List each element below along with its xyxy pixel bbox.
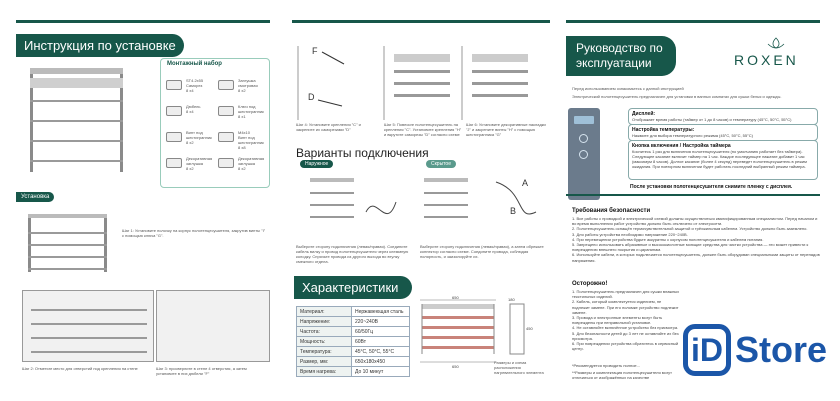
step3-text: Шаг 3: просверлите в стене 4 отверстия, а затем установите в них дюбели "F" bbox=[156, 366, 247, 376]
specs-table bbox=[296, 306, 410, 377]
safety-item: 6. Используйте кабели, в которых подключается полотенцесушитель, должен быть оборудован специальными защиты от перепадов напряжения. bbox=[572, 252, 820, 263]
kit-item: Ключ под шестигранник 8 х1 bbox=[238, 104, 264, 119]
istore-logo-box: iD bbox=[683, 324, 731, 376]
spec-row bbox=[297, 357, 410, 367]
spec-key: Время нагрева: bbox=[297, 367, 352, 377]
spec-row bbox=[297, 317, 410, 327]
safety-list bbox=[572, 216, 822, 263]
display-desc-heading: Настройка температуры: bbox=[632, 127, 695, 133]
spec-value: До 10 минут bbox=[352, 367, 410, 377]
spec-value: 45°C, 50°C, 55°C bbox=[352, 347, 410, 357]
lotus-logo-icon bbox=[756, 36, 796, 50]
svg-text:D: D bbox=[308, 92, 315, 102]
spec-value: Нержавеющая сталь bbox=[352, 307, 410, 317]
display-desc-text: Коснитесь 1 раз для включения полотенцесушителя (по умолчанию работает без таймера). Следующее касание включит таймер на 1 час. Каждое последующее нажатие добавит 1 час (максимум 8 часов). Долгое касание (более 4 секунд) переведет полотенцесушитель в режим ожидания. При повторном включении будет работать последний выбранный режим таймера. bbox=[632, 149, 807, 169]
display-desc-text: Отображает время работы (таймер от 1 до 8 часов) и температуру (45°C, 50°C, 55°C) bbox=[632, 117, 792, 122]
page3-title bbox=[566, 36, 676, 76]
install-tag: Установка bbox=[16, 192, 54, 202]
kit-item: Декоративная заглушка 8 х2 bbox=[186, 156, 213, 171]
footnote-1: *Рекомендуется проводить полное... bbox=[572, 363, 640, 368]
hidden-connection-text: Выберите сторону подключения (левая/правая), а затем обрежьте коннектор согласно схеме. Соедините провода, соблюдая полярность, и заизолируйте их. bbox=[420, 244, 544, 259]
page1-title: Инструкция по установке bbox=[16, 34, 184, 57]
safety-item: 1. Все работы с проводкой и электрической схемой должны осуществляться квалифицированным специалистом. Перед началом и во время выполнения работ устройство должно быть отключено от электросети. bbox=[572, 216, 818, 227]
outer-connection-text: Выберите сторону подключения (левая/правая). Соедините кабель вилку и провод полотенцесушителя через клеммную колодку. Спрячьте провода из другого выхода во втулку смежного отдела. bbox=[296, 244, 409, 264]
intro-1: Перед использованием ознакомьтесь с данной инструкцией bbox=[572, 86, 684, 91]
spec-value: 60Вт bbox=[352, 337, 410, 347]
intro-2: Электрический полотенцесушитель предназначен для установки в ванных комнатах для сушки белья и одежды. bbox=[572, 94, 782, 99]
variants-title: Варианты подключения bbox=[296, 146, 429, 160]
display-desc-item bbox=[628, 124, 818, 141]
kit-part-icon bbox=[218, 80, 234, 90]
spec-key: Температура: bbox=[297, 347, 352, 357]
safety-item: 5. Запрещено использовать абразивные и высококислотные моющие средства для чистки устройства — это может привести к повреждению внешнего покрытия и царапинам. bbox=[572, 242, 809, 253]
step1-illustration bbox=[24, 208, 114, 278]
towel-rail-illustration bbox=[24, 60, 150, 180]
chars-title: Характеристики bbox=[294, 276, 412, 299]
caution-item: 2. Кабель, который комплектуется изделием, не подлежит замене. При его поломке устройство подлежит замене. bbox=[572, 299, 679, 315]
step5-text: Шаг 5: Повесьте полотенцесушитель на крепления "C". Установите крепления "H" и вкрутите саморезы "D" согласно схеме bbox=[384, 122, 462, 137]
hidden-connection-label: Скрытое bbox=[426, 160, 456, 168]
display-desc-item bbox=[628, 108, 818, 125]
kit-item: Винт под шестигранник 8 х2 bbox=[186, 130, 212, 145]
spec-key: Напряжение: bbox=[297, 317, 352, 327]
step4-text: Шаг 4: Установите крепления "C" и закрепите их саморезами "D" bbox=[296, 122, 361, 132]
kit-part-icon bbox=[218, 158, 234, 168]
kit-item: M4x10 Винт под шестигранник 8 х8 bbox=[238, 130, 264, 150]
dim-side: 180 bbox=[508, 297, 515, 302]
display-desc-heading: Дисплей: bbox=[632, 111, 656, 117]
kit-part-icon bbox=[218, 106, 234, 116]
spec-row bbox=[297, 347, 410, 357]
safety-item: 3. Для работы устройства необходимо напряжение 220~240В. bbox=[572, 231, 688, 237]
spec-value: 650х180х450 bbox=[352, 357, 410, 367]
kit-item: Декоративная заглушка 8 х2 bbox=[238, 156, 265, 171]
display-desc-item bbox=[628, 140, 818, 180]
spec-value: 60/50Гц bbox=[352, 327, 410, 337]
top-bar-page3 bbox=[566, 20, 820, 23]
step1-text: Шаг 1: Установите полочку на корпус полотенцесушителя, закрутив винты "I" с помощью ключа "G". bbox=[122, 228, 266, 238]
caution-title: Осторожно! bbox=[572, 281, 608, 287]
dim-top: 650 bbox=[452, 295, 459, 300]
divider bbox=[566, 194, 820, 196]
display-desc-heading: Кнопка включения / Настройка таймера bbox=[632, 143, 731, 149]
spec-key: Материал: bbox=[297, 307, 352, 317]
display-screen bbox=[574, 116, 594, 124]
power-timer-button-icon bbox=[579, 150, 588, 159]
temperature-button-icon bbox=[579, 134, 588, 143]
dim-bottom: 650 bbox=[452, 364, 459, 369]
kit-item: Дюбель 8 х4 bbox=[186, 104, 201, 114]
film-note: После установки полотенцесушителя снимите пленку с дисплея. bbox=[630, 184, 793, 190]
spec-value: 220~240В bbox=[352, 317, 410, 327]
page3-title-line1: Руководство по bbox=[576, 41, 663, 55]
kit-part-icon bbox=[166, 106, 182, 116]
safety-item: 4. При перемещении устройства будьте аккуратны с корпусом полотенцесушителя и кабелем питания. bbox=[572, 236, 764, 242]
safety-title: Требования безопасности bbox=[572, 208, 651, 214]
spec-key: Частота: bbox=[297, 327, 352, 337]
istore-logo bbox=[683, 316, 833, 392]
dimension-note: Размеры и схема расположения нагревательного элемента bbox=[494, 360, 544, 375]
caution-item: 6. При повреждении устройства обратитесь в сервисный центр. bbox=[572, 341, 679, 352]
spec-row bbox=[297, 327, 410, 337]
page3-title-line2: эксплуатации bbox=[576, 56, 652, 70]
spec-row bbox=[297, 367, 410, 377]
brand-logo: ROXEN bbox=[734, 52, 799, 68]
outer-connection-label: Наружное bbox=[300, 160, 333, 168]
kit-item: Заглушка смотровая 8 х2 bbox=[238, 78, 258, 93]
kit-item: ST4.2x55 Саморез 8 х4 bbox=[186, 78, 204, 93]
istore-logo-word: Store bbox=[735, 329, 828, 370]
kit-title: Монтажный набор bbox=[167, 61, 222, 67]
kit-part-icon bbox=[166, 158, 182, 168]
caution-item: 4. Не оставляйте включённое устройство без присмотра. bbox=[572, 325, 679, 331]
steps-456-illustrations bbox=[294, 40, 550, 122]
spec-row bbox=[297, 307, 410, 317]
caution-list bbox=[572, 289, 680, 351]
display-desc-text: Нажмите для выбора температурного режима (45°C, 50°C, 55°C) bbox=[632, 133, 753, 138]
label-a: A bbox=[522, 178, 529, 188]
spec-row bbox=[297, 337, 410, 347]
step6-text: Шаг 6: Установите декоративные накладки "J" и закрепите винты "H" с помощью шестигранника "G" bbox=[466, 122, 546, 137]
kit-part-icon bbox=[166, 132, 182, 142]
spec-key: Мощность: bbox=[297, 337, 352, 347]
top-bar-page2 bbox=[292, 20, 550, 23]
caution-item: 5. Для безопасности детей до 3 лет не оставляйте их без присмотра. bbox=[572, 330, 679, 341]
caution-item: 1. Полотенцесушитель предназначен для сушки влажных текстильных изделий. bbox=[572, 289, 680, 300]
connection-illustrations bbox=[296, 172, 550, 240]
step2-illustration bbox=[22, 290, 154, 362]
spec-key: Размер, мм: bbox=[297, 357, 352, 367]
step3-illustration bbox=[156, 290, 270, 362]
dim-height: 450 bbox=[526, 326, 533, 331]
svg-text:F: F bbox=[312, 46, 318, 56]
step2-text: Шаг 2: Отметьте место для отверстий под крепления на стене bbox=[22, 366, 138, 371]
top-bar-page1 bbox=[16, 20, 270, 23]
label-b: B bbox=[510, 206, 517, 216]
footnote-2: **Размеры и комплектация полотенцесушителя могут отличаться от изображённых на качестве bbox=[572, 370, 673, 381]
safety-item: 2. Полотенцесушитель оснащён термочувствительной защитой и трёхжильным кабелем. Устройство должно быть заземлено. bbox=[572, 226, 808, 232]
control-panel-illustration bbox=[568, 108, 600, 200]
caution-item: 3. Провода и электронные элементы могут быть повреждены при неправильной установке. bbox=[572, 315, 663, 326]
kit-part-icon bbox=[166, 80, 182, 90]
kit-part-icon bbox=[218, 132, 234, 142]
